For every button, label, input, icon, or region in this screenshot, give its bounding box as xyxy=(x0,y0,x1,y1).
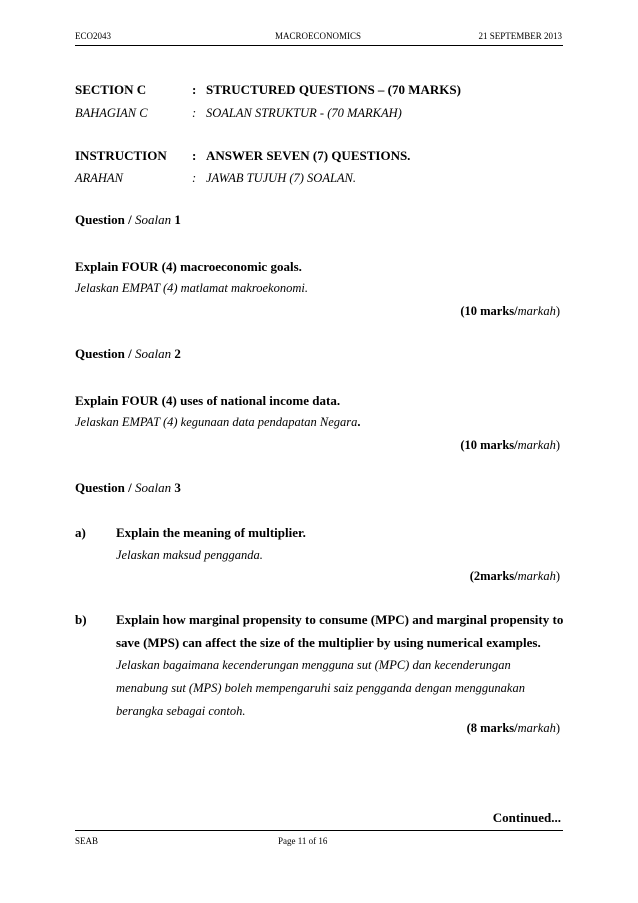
section-title-en: STRUCTURED QUESTIONS – (70 MARKS) xyxy=(206,82,461,97)
question-2-marks: (10 marks/markah) xyxy=(460,438,560,452)
header-code: ECO2043 xyxy=(75,31,111,41)
question-3-heading xyxy=(75,480,181,496)
section-title-ms: SOALAN STRUKTUR - (70 MARKAH) xyxy=(206,106,402,120)
question-number: 2 xyxy=(174,346,181,361)
question-label: Question / xyxy=(75,212,132,227)
instruction-label-en: INSTRUCTION xyxy=(75,148,167,163)
header-rule xyxy=(75,45,563,46)
question-2-text-ms: Jelaskan EMPAT (4) kegunaan data pendapatan Negara. xyxy=(75,415,361,429)
question-1-text-ms: Jelaskan EMPAT (4) matlamat makroekonomi. xyxy=(75,281,308,295)
section-label-ms: BAHAGIAN C xyxy=(75,106,148,120)
question-1-marks: (10 marks/markah) xyxy=(460,304,560,318)
header-subject: MACROECONOMICS xyxy=(275,31,362,41)
part-b-text-ms-3: berangka sebagai contoh. xyxy=(116,704,246,718)
question-label: Question / xyxy=(75,346,132,361)
question-1-text-en: Explain FOUR (4) macroeconomic goals. xyxy=(75,259,302,274)
part-b-label: b) xyxy=(75,612,87,627)
continued-label: Continued... xyxy=(492,810,561,825)
page-number: Page 11 of 16 xyxy=(278,836,328,846)
instruction-colon-ms: : xyxy=(192,171,197,185)
section-label-en: SECTION C xyxy=(75,82,147,97)
footer-rule xyxy=(75,830,563,831)
part-b-text-en-1: Explain how marginal propensity to consume (MPC) and marginal propensity to xyxy=(116,612,564,627)
part-a-text-en: Explain the meaning of multiplier. xyxy=(116,525,306,540)
soalan-label: Soalan xyxy=(134,346,172,361)
part-b-text-ms-2: menabung sut (MPS) boleh mempengaruhi saiz pengganda dengan menggunakan xyxy=(116,681,525,695)
part-a-marks: (2marks/markah) xyxy=(469,569,560,583)
soalan-label: Soalan xyxy=(134,212,172,227)
header-date: 21 SEPTEMBER 2013 xyxy=(478,31,562,41)
footer-left: SEAB xyxy=(75,836,99,846)
instruction-text-ms: JAWAB TUJUH (7) SOALAN. xyxy=(206,171,357,185)
part-a-label: a) xyxy=(75,525,86,540)
question-2-heading xyxy=(75,346,181,362)
instruction-text-en: ANSWER SEVEN (7) QUESTIONS. xyxy=(206,148,411,163)
question-1-heading xyxy=(75,212,181,228)
question-2-text-en: Explain FOUR (4) uses of national income data. xyxy=(75,393,341,408)
instruction-colon-en: : xyxy=(192,148,197,163)
question-number: 1 xyxy=(174,212,181,227)
soalan-label: Soalan xyxy=(134,480,172,495)
instruction-label-ms: ARAHAN xyxy=(75,171,123,185)
part-b-marks: (8 marks/markah) xyxy=(466,721,560,735)
section-colon-en: : xyxy=(192,82,197,97)
part-b-text-en-2: save (MPS) can affect the size of the multiplier by using numerical examples. xyxy=(116,635,541,650)
part-a-text-ms: Jelaskan maksud pengganda. xyxy=(116,548,263,562)
section-colon-ms: : xyxy=(192,106,197,120)
question-label: Question / xyxy=(75,480,132,495)
question-number: 3 xyxy=(174,480,181,495)
part-b-text-ms-1: Jelaskan bagaimana kecenderungan mengguna sut (MPC) dan kecenderungan xyxy=(116,658,511,672)
